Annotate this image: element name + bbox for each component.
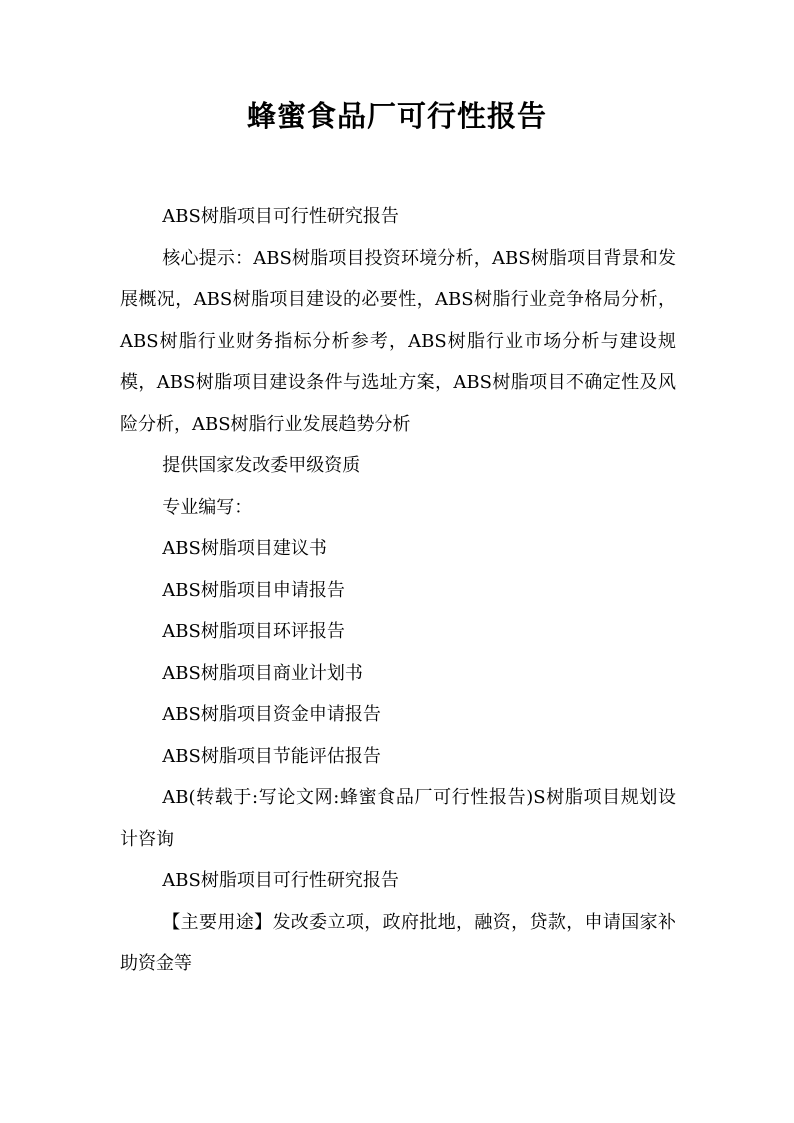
paragraph-professional-writing: 专业编写： bbox=[162, 496, 253, 518]
paragraph-planning-consulting: AB(转载于:写论文网:蜂蜜食品厂可行性报告)S树脂项目规划设计咨询 bbox=[120, 787, 676, 850]
document-body bbox=[120, 196, 676, 985]
list-item-business-plan: ABS树脂项目商业计划书 bbox=[162, 662, 363, 684]
list-item-proposal: ABS树脂项目建议书 bbox=[162, 538, 327, 559]
list-item-environmental-report: ABS树脂项目环评报告 bbox=[162, 621, 345, 642]
paragraph-report-heading: ABS树脂项目可行性研究报告 bbox=[162, 206, 399, 227]
list-item-application-report: ABS树脂项目申请报告 bbox=[162, 579, 345, 601]
paragraph-main-uses: 【主要用途】发改委立项，政府批地，融资，贷款，申请国家补助资金等 bbox=[120, 911, 676, 974]
document-title: 蜂蜜食品厂可行性报告 bbox=[246, 99, 547, 133]
paragraph-feasibility-heading: ABS树脂项目可行性研究报告 bbox=[162, 870, 399, 891]
list-item-funding-report: ABS树脂项目资金申请报告 bbox=[162, 704, 381, 725]
paragraph-core-summary: 核心提示：ABS树脂项目投资环境分析，ABS树脂项目背景和发展概况，ABS树脂项目建设的必要性，ABS树脂行业竞争格局分析，ABS树脂行业财务指标分析参考，ABS树脂行业市场分析与建设规模，ABS树脂项目建设条件与选址方案，ABS树脂项目不确定性及风险分析，ABS树脂行业发展趋势分析 bbox=[120, 247, 676, 435]
list-item-energy-report: ABS树脂项目节能评估报告 bbox=[162, 745, 381, 767]
paragraph-qualification: 提供国家发改委甲级资质 bbox=[162, 455, 361, 476]
